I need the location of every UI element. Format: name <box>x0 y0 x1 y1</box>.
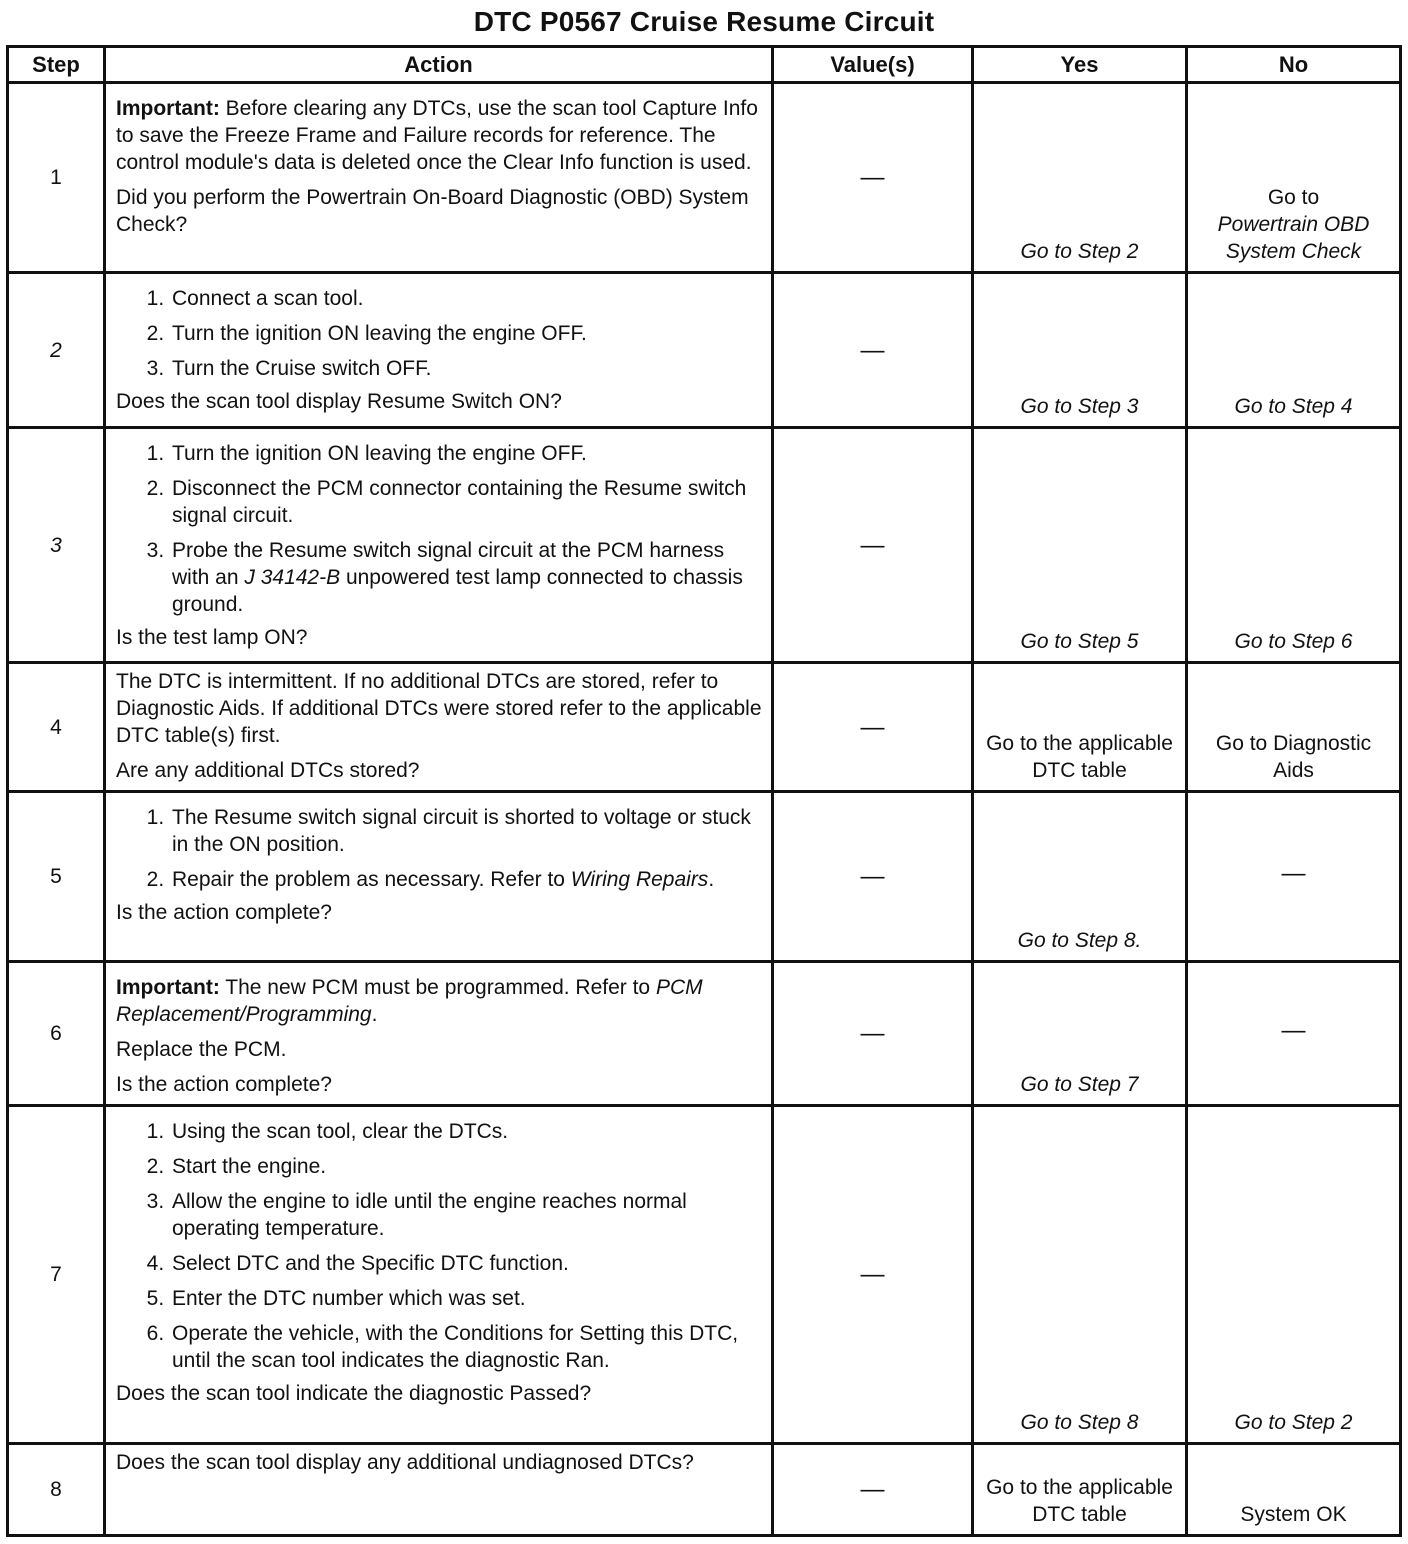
column-header-step: Step <box>8 47 105 83</box>
important-text: . <box>371 1003 378 1026</box>
table-row <box>8 792 1401 962</box>
action-item: 3. Turn the Cruise switch OFF. <box>170 355 763 382</box>
action-cell <box>105 792 773 962</box>
step-number: 8 <box>8 1444 105 1536</box>
value-cell: — <box>773 1106 973 1444</box>
yes-cell: Go to the applicable DTC table <box>973 663 1187 792</box>
action-item: 4. Select DTC and the Specific DTC function. <box>170 1250 763 1277</box>
important-label: Important: <box>116 976 220 999</box>
action-text: Replace the PCM. <box>116 1038 287 1061</box>
value-cell: — <box>773 273 973 428</box>
no-cell: Go to Diagnostic Aids <box>1187 663 1401 792</box>
column-header-no: No <box>1187 47 1401 83</box>
yes-cell: Go to Step 3 <box>973 273 1187 428</box>
table-row <box>8 273 1401 428</box>
action-item: 2. Turn the ignition ON leaving the engine OFF. <box>170 320 763 347</box>
column-header-yes: Yes <box>973 47 1187 83</box>
step-question: Does the scan tool display any additional undiagnosed DTCs? <box>116 1451 694 1474</box>
value-cell: — <box>773 792 973 962</box>
no-cell: System OK <box>1187 1444 1401 1536</box>
reference-link: PCM Replacement/Programming <box>116 976 703 1026</box>
no-cell: Go to Step 2 <box>1187 1106 1401 1444</box>
action-item <box>170 537 763 618</box>
column-header-values: Value(s) <box>773 47 973 83</box>
action-cell <box>105 83 773 273</box>
action-cell <box>105 663 773 792</box>
action-cell <box>105 428 773 663</box>
action-list <box>116 440 763 618</box>
important-text: The new PCM must be programmed. Refer to <box>219 976 656 999</box>
value-cell: — <box>773 1444 973 1536</box>
action-cell <box>105 1106 773 1444</box>
step-number: 3 <box>8 428 105 663</box>
step-question: Is the action complete? <box>116 901 332 924</box>
important-text: Before clearing any DTCs, use the scan tool Capture Info to save the Freeze Frame and Failure records for reference. The control module's data is deleted once the Clear Info function is used. <box>116 97 758 174</box>
action-item: 6. Operate the vehicle, with the Conditions for Setting this DTC, until the scan tool indicates the diagnostic Ran. <box>170 1320 763 1374</box>
value-cell: — <box>773 83 973 273</box>
action-item-text: Probe the Resume switch signal circuit at the PCM harness with an <box>172 539 725 589</box>
step-number: 6 <box>8 962 105 1106</box>
yes-cell: Go to the applicable DTC table <box>973 1444 1187 1536</box>
step-number: 7 <box>8 1106 105 1444</box>
action-item: 1. Using the scan tool, clear the DTCs. <box>170 1118 763 1145</box>
table-row <box>8 962 1401 1106</box>
step-question: Are any additional DTCs stored? <box>116 759 420 782</box>
action-item-text: Repair the problem as necessary. Refer to <box>172 868 571 891</box>
action-list <box>116 804 763 893</box>
step-number: 1 <box>8 83 105 273</box>
column-header-action: Action <box>105 47 773 83</box>
important-note <box>116 974 763 1028</box>
no-prefix: Go to <box>1267 186 1320 209</box>
value-cell: — <box>773 962 973 1106</box>
action-text: The DTC is intermittent. If no additional DTCs are stored, refer to Diagnostic Aids. If additional DTCs were stored refer to the applicable DTC table(s) first. <box>116 670 762 747</box>
action-item: 1. The Resume switch signal circuit is shorted to voltage or stuck in the ON position. <box>170 804 763 858</box>
step-question: Does the scan tool display Resume Switch ON? <box>116 390 562 413</box>
action-item: 5. Enter the DTC number which was set. <box>170 1285 763 1312</box>
table-row <box>8 1106 1401 1444</box>
yes-cell: Go to Step 2 <box>973 83 1187 273</box>
no-link: Powertrain OBD System Check <box>1217 213 1370 263</box>
no-cell: — <box>1187 792 1401 962</box>
action-item: 1. Connect a scan tool. <box>170 285 763 312</box>
important-label: Important: <box>116 97 220 120</box>
action-item: 2. Disconnect the PCM connector containing the Resume switch signal circuit. <box>170 475 763 529</box>
yes-cell: Go to Step 5 <box>973 428 1187 663</box>
step-number: 2 <box>8 273 105 428</box>
action-item-text: . <box>708 868 715 891</box>
action-item: 1. Turn the ignition ON leaving the engine OFF. <box>170 440 763 467</box>
action-item-text: unpowered test lamp connected to chassis ground. <box>172 566 743 616</box>
step-question: Is the action complete? <box>116 1073 332 1096</box>
action-item <box>170 866 763 893</box>
action-list <box>116 285 763 382</box>
value-cell: — <box>773 428 973 663</box>
no-cell: Go to Step 6 <box>1187 428 1401 663</box>
value-cell: — <box>773 663 973 792</box>
page-title: DTC P0567 Cruise Resume Circuit <box>473 6 935 37</box>
step-number: 5 <box>8 792 105 962</box>
table-row <box>8 663 1401 792</box>
action-cell <box>105 273 773 428</box>
yes-cell: Go to Step 7 <box>973 962 1187 1106</box>
tool-reference: J 34142-B <box>244 566 341 589</box>
no-cell: Go to Step 4 <box>1187 273 1401 428</box>
step-question: Did you perform the Powertrain On-Board Diagnostic (OBD) System Check? <box>116 186 749 236</box>
action-cell <box>105 1444 773 1536</box>
table-row <box>8 1444 1401 1536</box>
no-cell: — <box>1187 962 1401 1106</box>
yes-cell: Go to Step 8. <box>973 792 1187 962</box>
table-header-row <box>8 47 1401 83</box>
action-cell <box>105 962 773 1106</box>
dtc-table <box>6 45 1402 1537</box>
action-item: 2. Start the engine. <box>170 1153 763 1180</box>
yes-cell: Go to Step 8 <box>973 1106 1187 1444</box>
step-question: Is the test lamp ON? <box>116 626 308 649</box>
action-list <box>116 1118 763 1374</box>
action-item: 3. Allow the engine to idle until the engine reaches normal operating temperature. <box>170 1188 763 1242</box>
important-note <box>116 95 763 176</box>
reference-link: Wiring Repairs <box>570 868 709 891</box>
step-question: Does the scan tool indicate the diagnostic Passed? <box>116 1382 592 1405</box>
step-number: 4 <box>8 663 105 792</box>
table-row <box>8 428 1401 663</box>
table-row <box>8 83 1401 273</box>
no-cell <box>1187 83 1401 273</box>
